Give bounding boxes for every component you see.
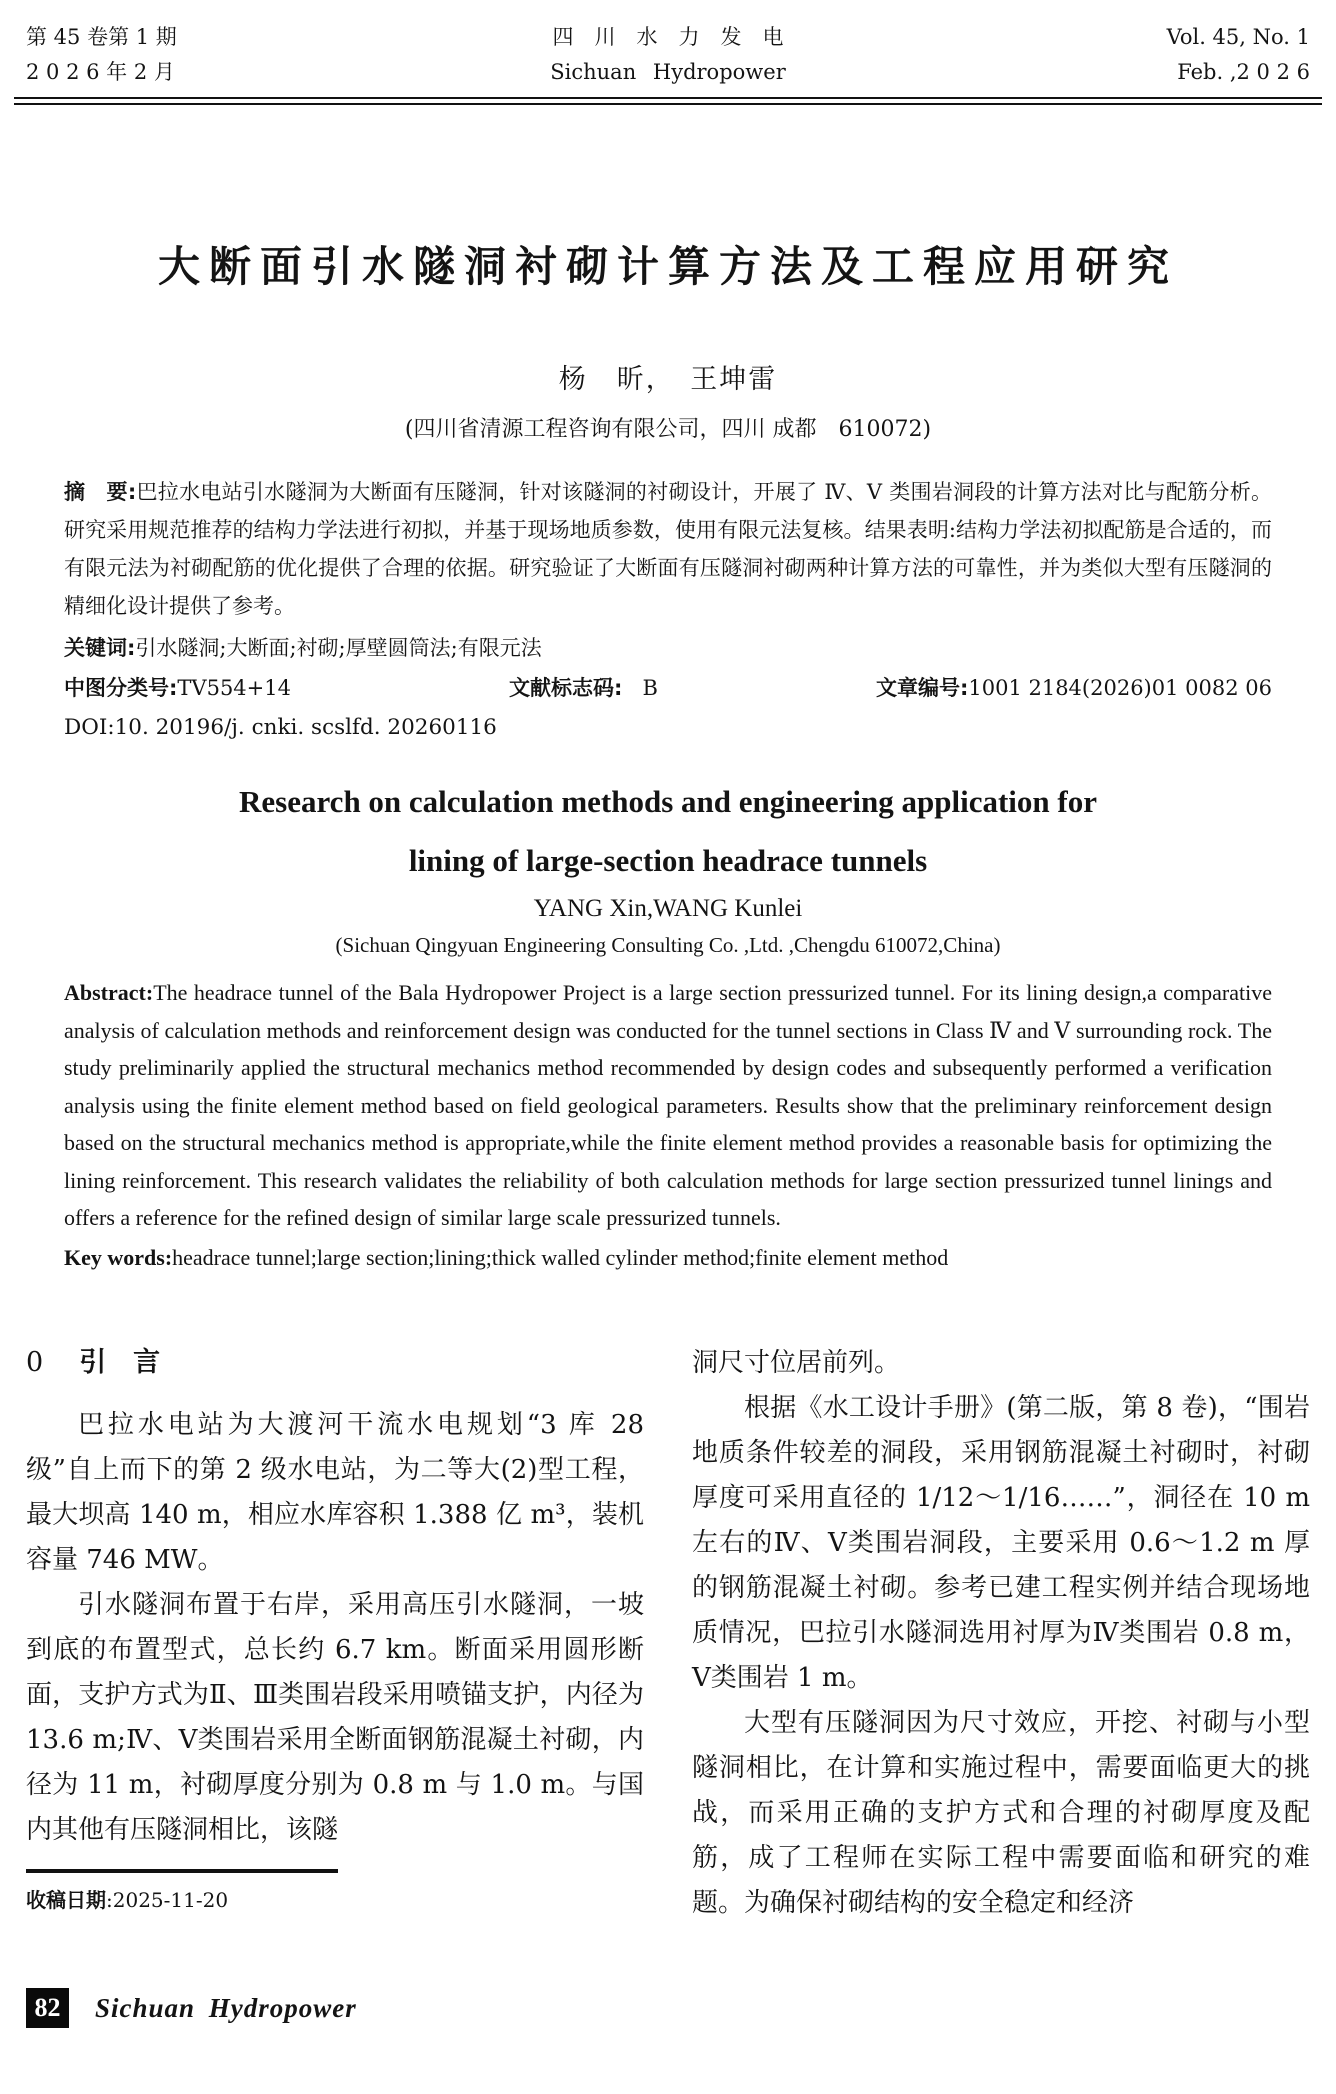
abstract-label-en: Abstract: [64, 980, 154, 1005]
keywords-cn [64, 628, 1272, 668]
body-columns [26, 1341, 1310, 1926]
classification-row [64, 668, 1272, 708]
chinese-meta-block [64, 473, 1272, 748]
title-en-line1: Research on calculation methods and engineering application for [239, 784, 1097, 819]
article-id-label: 文章编号: [875, 676, 969, 700]
body-paragraph: 洞尺寸位居前列。 [692, 1347, 901, 1378]
received-date-value: :2025-11-20 [106, 1887, 229, 1912]
footnote-rule [26, 1869, 338, 1873]
body-paragraph: 巴拉水电站为大渡河干流水电规划“3 库 28 级”自上而下的第 2 级水电站，为二等大(2)型工程，最大坝高 140 m，相应水库容积 1.388 亿 m³，装机容量 746 MW。 [26, 1409, 644, 1575]
abstract-cn [64, 473, 1272, 625]
authors-en: YANG Xin,WANG Kunlei [533, 895, 803, 922]
title-en-line2: lining of large-section headrace tunnels [408, 843, 928, 878]
english-title-block [26, 772, 1310, 958]
clc-value: TV554+14 [177, 676, 291, 700]
volume-issue-en: Vol. 45, No. 1 [1166, 25, 1310, 49]
journal-name-cn: 四 川 水 力 发 电 [552, 25, 784, 49]
english-abstract-block [64, 974, 1272, 1277]
article-id-item [876, 668, 1272, 708]
authors-cn: 杨 昕， 王坤雷 [558, 364, 778, 395]
keywords-text-en: headrace tunnel;large section;lining;thick walled cylinder method;finite element method [172, 1244, 949, 1270]
doc-code-item [509, 668, 658, 708]
abstract-en [64, 974, 1272, 1237]
issue-date-en: Feb. ,2 0 2 6 [1177, 60, 1310, 84]
journal-header [26, 20, 1310, 90]
header-right [990, 20, 1310, 90]
abstract-text-cn: 巴拉水电站引水隧洞为大断面有压隧洞，针对该隧洞的衬砌设计，开展了 Ⅳ、Ⅴ 类围岩洞段的计算方法对比与配筋分析。研究采用规范推荐的结构力学法进行初拟，并基于现场地质参数，使用有限元法复核。结果表明:结构力学法初拟配筋是合适的，而有限元法为衬砌配筋的优化提供了合理的依据。研究验证了大断面有压隧洞衬砌两种计算方法的可靠性，并为类似大型有压隧洞的精细化设计提供了参考。 [64, 480, 1272, 618]
body-paragraph: 引水隧洞布置于右岸，采用高压引水隧洞，一坡到底的布置型式，总长约 6.7 km。断面采用圆形断面，支护方式为Ⅱ、Ⅲ类围岩段采用喷锚支护，内径为 13.6 m;Ⅳ、Ⅴ类围岩采用全断面钢筋混凝土衬砌，内径为 11 m，衬砌厚度分别为 0.8 m 与 1.0 m。与国内其他有压隧洞相比，该隧 [26, 1589, 644, 1845]
body-paragraph: 大型有压隧洞因为尺寸效应，开挖、衬砌与小型隧洞相比，在计算和实施过程中，需要面临更大的挑战，而采用正确的支护方式和合理的衬砌厚度及配筋，成了工程师在实际工程中需要面临和研究的难题。为确保衬砌结构的安全稳定和经济 [692, 1707, 1310, 1918]
received-date [26, 1885, 644, 1915]
keywords-text-cn: 引水隧洞;大断面;衬砌;厚壁圆筒法;有限元法 [135, 636, 542, 660]
affiliation-en: (Sichuan Qingyuan Engineering Consulting Co. ,Ltd. ,Chengdu 610072,China) [335, 933, 1001, 957]
footnote [26, 1869, 644, 1915]
left-column [26, 1341, 644, 1926]
page-number-badge: 82 [26, 1988, 69, 2028]
section-0-number: 0 [26, 1346, 44, 1378]
clc-label: 中图分类号: [64, 676, 178, 700]
page-footer [26, 1988, 357, 2028]
received-date-label: 收稿日期 [26, 1887, 106, 1912]
volume-issue-cn: 第 45 卷第 1 期 [26, 25, 177, 49]
doc-code-value: B [642, 676, 658, 700]
article-title-cn: 大断面引水隧洞衬砌计算方法及工程应用研究 [157, 242, 1178, 291]
header-divider-rule [14, 97, 1322, 105]
header-center [346, 20, 990, 90]
doc-code-label: 文献标志码: [509, 676, 623, 700]
keywords-en [64, 1239, 1272, 1277]
footer-journal-name: Sichuan Hydropower [95, 1992, 357, 2023]
article-title-en [26, 772, 1310, 890]
header-left [26, 20, 346, 90]
abstract-label-cn: 摘 要: [64, 480, 137, 504]
journal-name-en: Sichuan Hydropower [550, 60, 786, 84]
section-0-title: 引 言 [79, 1346, 161, 1378]
article-id-value: 1001 2184(2026)01 0082 06 [968, 676, 1272, 700]
right-column [692, 1341, 1310, 1926]
body-paragraph: 根据《水工设计手册》(第二版，第 8 卷)，“围岩地质条件较差的洞段，采用钢筋混凝土衬砌时，衬砌厚度可采用直径的 1/12～1/16……”，洞径在 10 m 左右的Ⅳ、Ⅴ类围岩洞段，主要采用 0.6～1.2 m 厚的钢筋混凝土衬砌。参考已建工程实例并结合现场地质情况，巴拉引水隧洞选用衬厚为Ⅳ类围岩 0.8 m，Ⅴ类围岩 1 m。 [692, 1392, 1310, 1693]
abstract-text-en: The headrace tunnel of the Bala Hydropower Project is a large section pressurized tunnel. For its lining design,a comparative analysis of calculation methods and reinforcement design was conducted for the tunnel sections in Class Ⅳ and Ⅴ surrounding rock. The study preliminarily applied the structural mechanics method recommended by design codes and subsequently performed a verification analysis using the finite element method based on field geological parameters. Results show that the preliminary reinforcement design based on the structural mechanics method is appropriate,while the finite element method provides a reasonable basis for optimizing the lining reinforcement. This research validates the reliability of both calculation methods for large section pressurized tunnel linings and offers a reference for the refined design of similar large scale pressurized tunnels. [64, 980, 1272, 1230]
section-0-heading [26, 1343, 644, 1383]
affiliation-cn: (四川省清源工程咨询有限公司，四川 成都 610072) [404, 417, 932, 442]
clc-item [64, 668, 291, 708]
doi-line: DOI:10. 20196/j. cnki. scslfd. 20260116 [64, 715, 497, 740]
keywords-label-en: Key words: [64, 1244, 173, 1270]
keywords-label-cn: 关键词: [64, 636, 136, 660]
issue-date-cn: 2 0 2 6 年 2 月 [26, 60, 175, 84]
